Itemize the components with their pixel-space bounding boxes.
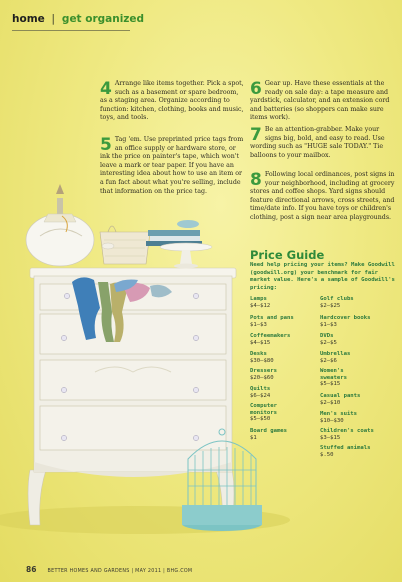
price-item-price: $4–$15 bbox=[250, 339, 271, 346]
price-item bbox=[320, 351, 398, 364]
price-item-name: Coffeemakers bbox=[250, 333, 291, 339]
price-item bbox=[250, 386, 314, 399]
tip-6 bbox=[250, 80, 396, 123]
price-item bbox=[250, 368, 314, 381]
publication-credit: BETTER HOMES AND GARDENS | MAY 2011 | BHG.COM bbox=[47, 569, 193, 574]
price-item-name: Desks bbox=[250, 351, 267, 357]
drawer-knob bbox=[61, 387, 66, 392]
price-item-price: $1 bbox=[250, 434, 257, 441]
page-number: 86 bbox=[26, 565, 37, 574]
price-item bbox=[250, 296, 314, 309]
price-item-name: Lamps bbox=[250, 296, 267, 302]
header-separator: | bbox=[51, 13, 56, 25]
header-rule bbox=[12, 30, 130, 31]
tip-8 bbox=[250, 171, 396, 223]
price-item bbox=[320, 411, 398, 424]
drawer-knob bbox=[193, 293, 198, 298]
price-item-price: $2–$6 bbox=[320, 357, 337, 364]
price-item-name: Women's sweaters bbox=[320, 368, 347, 381]
price-item-price: $1–$3 bbox=[250, 321, 267, 328]
price-item-price: $4–$12 bbox=[250, 302, 271, 309]
price-item bbox=[250, 403, 300, 423]
price-item bbox=[320, 393, 398, 406]
price-guide-intro: Need help pricing your items? Make Goodwill (goodwill.org) your benchmark for fair market value. Here's a sample of Goodwill's pricing: bbox=[250, 262, 395, 291]
dresser bbox=[28, 268, 236, 525]
price-item-price: $2–$10 bbox=[320, 399, 341, 406]
price-item-price: $10–$30 bbox=[320, 417, 344, 424]
page-footer bbox=[26, 557, 192, 576]
price-item-name: Dressers bbox=[250, 368, 277, 374]
price-item-price: $30–$80 bbox=[250, 357, 274, 364]
price-item-name: Stuffed animals bbox=[320, 445, 371, 451]
price-item bbox=[320, 428, 398, 441]
lamp bbox=[26, 184, 94, 266]
price-item-name: Umbrellas bbox=[320, 351, 351, 357]
price-item-name: DVDs bbox=[320, 333, 334, 339]
drawer-knob bbox=[64, 293, 69, 298]
section-header bbox=[12, 13, 144, 25]
price-item-price: $2–$5 bbox=[320, 339, 337, 346]
tip-4 bbox=[100, 80, 246, 123]
price-item bbox=[320, 445, 398, 458]
section-title: home bbox=[12, 13, 45, 25]
price-item-name: Pots and pans bbox=[250, 315, 294, 321]
price-item bbox=[250, 315, 314, 328]
price-item-price: $5–$50 bbox=[250, 416, 271, 423]
tip-number: 4 bbox=[100, 79, 112, 99]
price-item-name: Casual pants bbox=[320, 393, 361, 399]
price-item-price: $20–$60 bbox=[250, 374, 274, 381]
tip-number: 7 bbox=[250, 125, 262, 145]
price-item bbox=[250, 428, 314, 441]
cake-stand bbox=[160, 243, 212, 269]
price-item-name: Men's suits bbox=[320, 411, 358, 417]
drawer-knob bbox=[61, 335, 66, 340]
price-item-name: Children's coats bbox=[320, 428, 374, 434]
drawer-knob bbox=[193, 435, 198, 440]
tip-text: Tag 'em. Use preprinted price tags from an office supply or hardware store, or ink the price on painter's tape, which won't leave a mark or tear paper. If you have an interesting idea about how to use an item or a fun fact about what you're selling, include that information on the price tag. bbox=[100, 136, 244, 195]
tip-text: Be an attention-grabber. Make your signs big, bold, and easy to read. Use wording such as "HUGE sale TODAY." Tie balloons to your mailbox. bbox=[250, 126, 385, 159]
price-item-price: $2–$25 bbox=[320, 302, 341, 309]
price-item-name: Board games bbox=[250, 428, 288, 434]
cup bbox=[102, 243, 114, 249]
price-item-name: Computer monitors bbox=[250, 403, 277, 416]
price-item bbox=[320, 296, 398, 309]
drawer-knob bbox=[61, 435, 66, 440]
price-item-name: Golf clubs bbox=[320, 296, 354, 302]
tip-7 bbox=[250, 126, 396, 160]
price-item-price: $6–$24 bbox=[250, 392, 271, 399]
tip-number: 6 bbox=[250, 79, 262, 99]
price-item bbox=[320, 315, 398, 328]
tip-text: Gear up. Have these essentials at the ready on sale day: a tape measure and yardstick, calculator, and an extension cord and batteries (so shoppers can make sure items work). bbox=[250, 80, 390, 122]
price-item-price: $.50 bbox=[320, 451, 334, 458]
tip-text: Following local ordinances, post signs in your neighborhood, including at grocery stores and coffee shops. Yard signs should feature directional arrows, cross streets, and time/date info. If you have toys or children's clothing, post a sign near area playgrounds. bbox=[250, 171, 395, 221]
price-item-name: Quilts bbox=[250, 386, 271, 392]
tip-number: 8 bbox=[250, 170, 262, 190]
tip-5 bbox=[100, 136, 246, 196]
bowl bbox=[177, 220, 199, 228]
price-item bbox=[320, 368, 364, 388]
drawer-knob bbox=[193, 387, 198, 392]
price-item-price: $1–$3 bbox=[320, 321, 337, 328]
price-guide-title: Price Guide bbox=[250, 248, 325, 262]
price-item-name: Hardcover books bbox=[320, 315, 371, 321]
price-item bbox=[320, 333, 398, 346]
tip-text: Arrange like items together. Pick a spot, such as a basement or spare bedroom, as a staging area. Organize according to function: kitchen, clothing, books and music, toys, and tools. bbox=[100, 80, 244, 122]
subsection-title: get organized bbox=[61, 13, 145, 25]
price-item-price: $3–$15 bbox=[320, 434, 341, 441]
price-item bbox=[250, 351, 314, 364]
price-item-price: $5–$15 bbox=[320, 381, 341, 388]
price-item bbox=[250, 333, 314, 346]
drawer-knob bbox=[193, 335, 198, 340]
tip-number: 5 bbox=[100, 135, 112, 155]
